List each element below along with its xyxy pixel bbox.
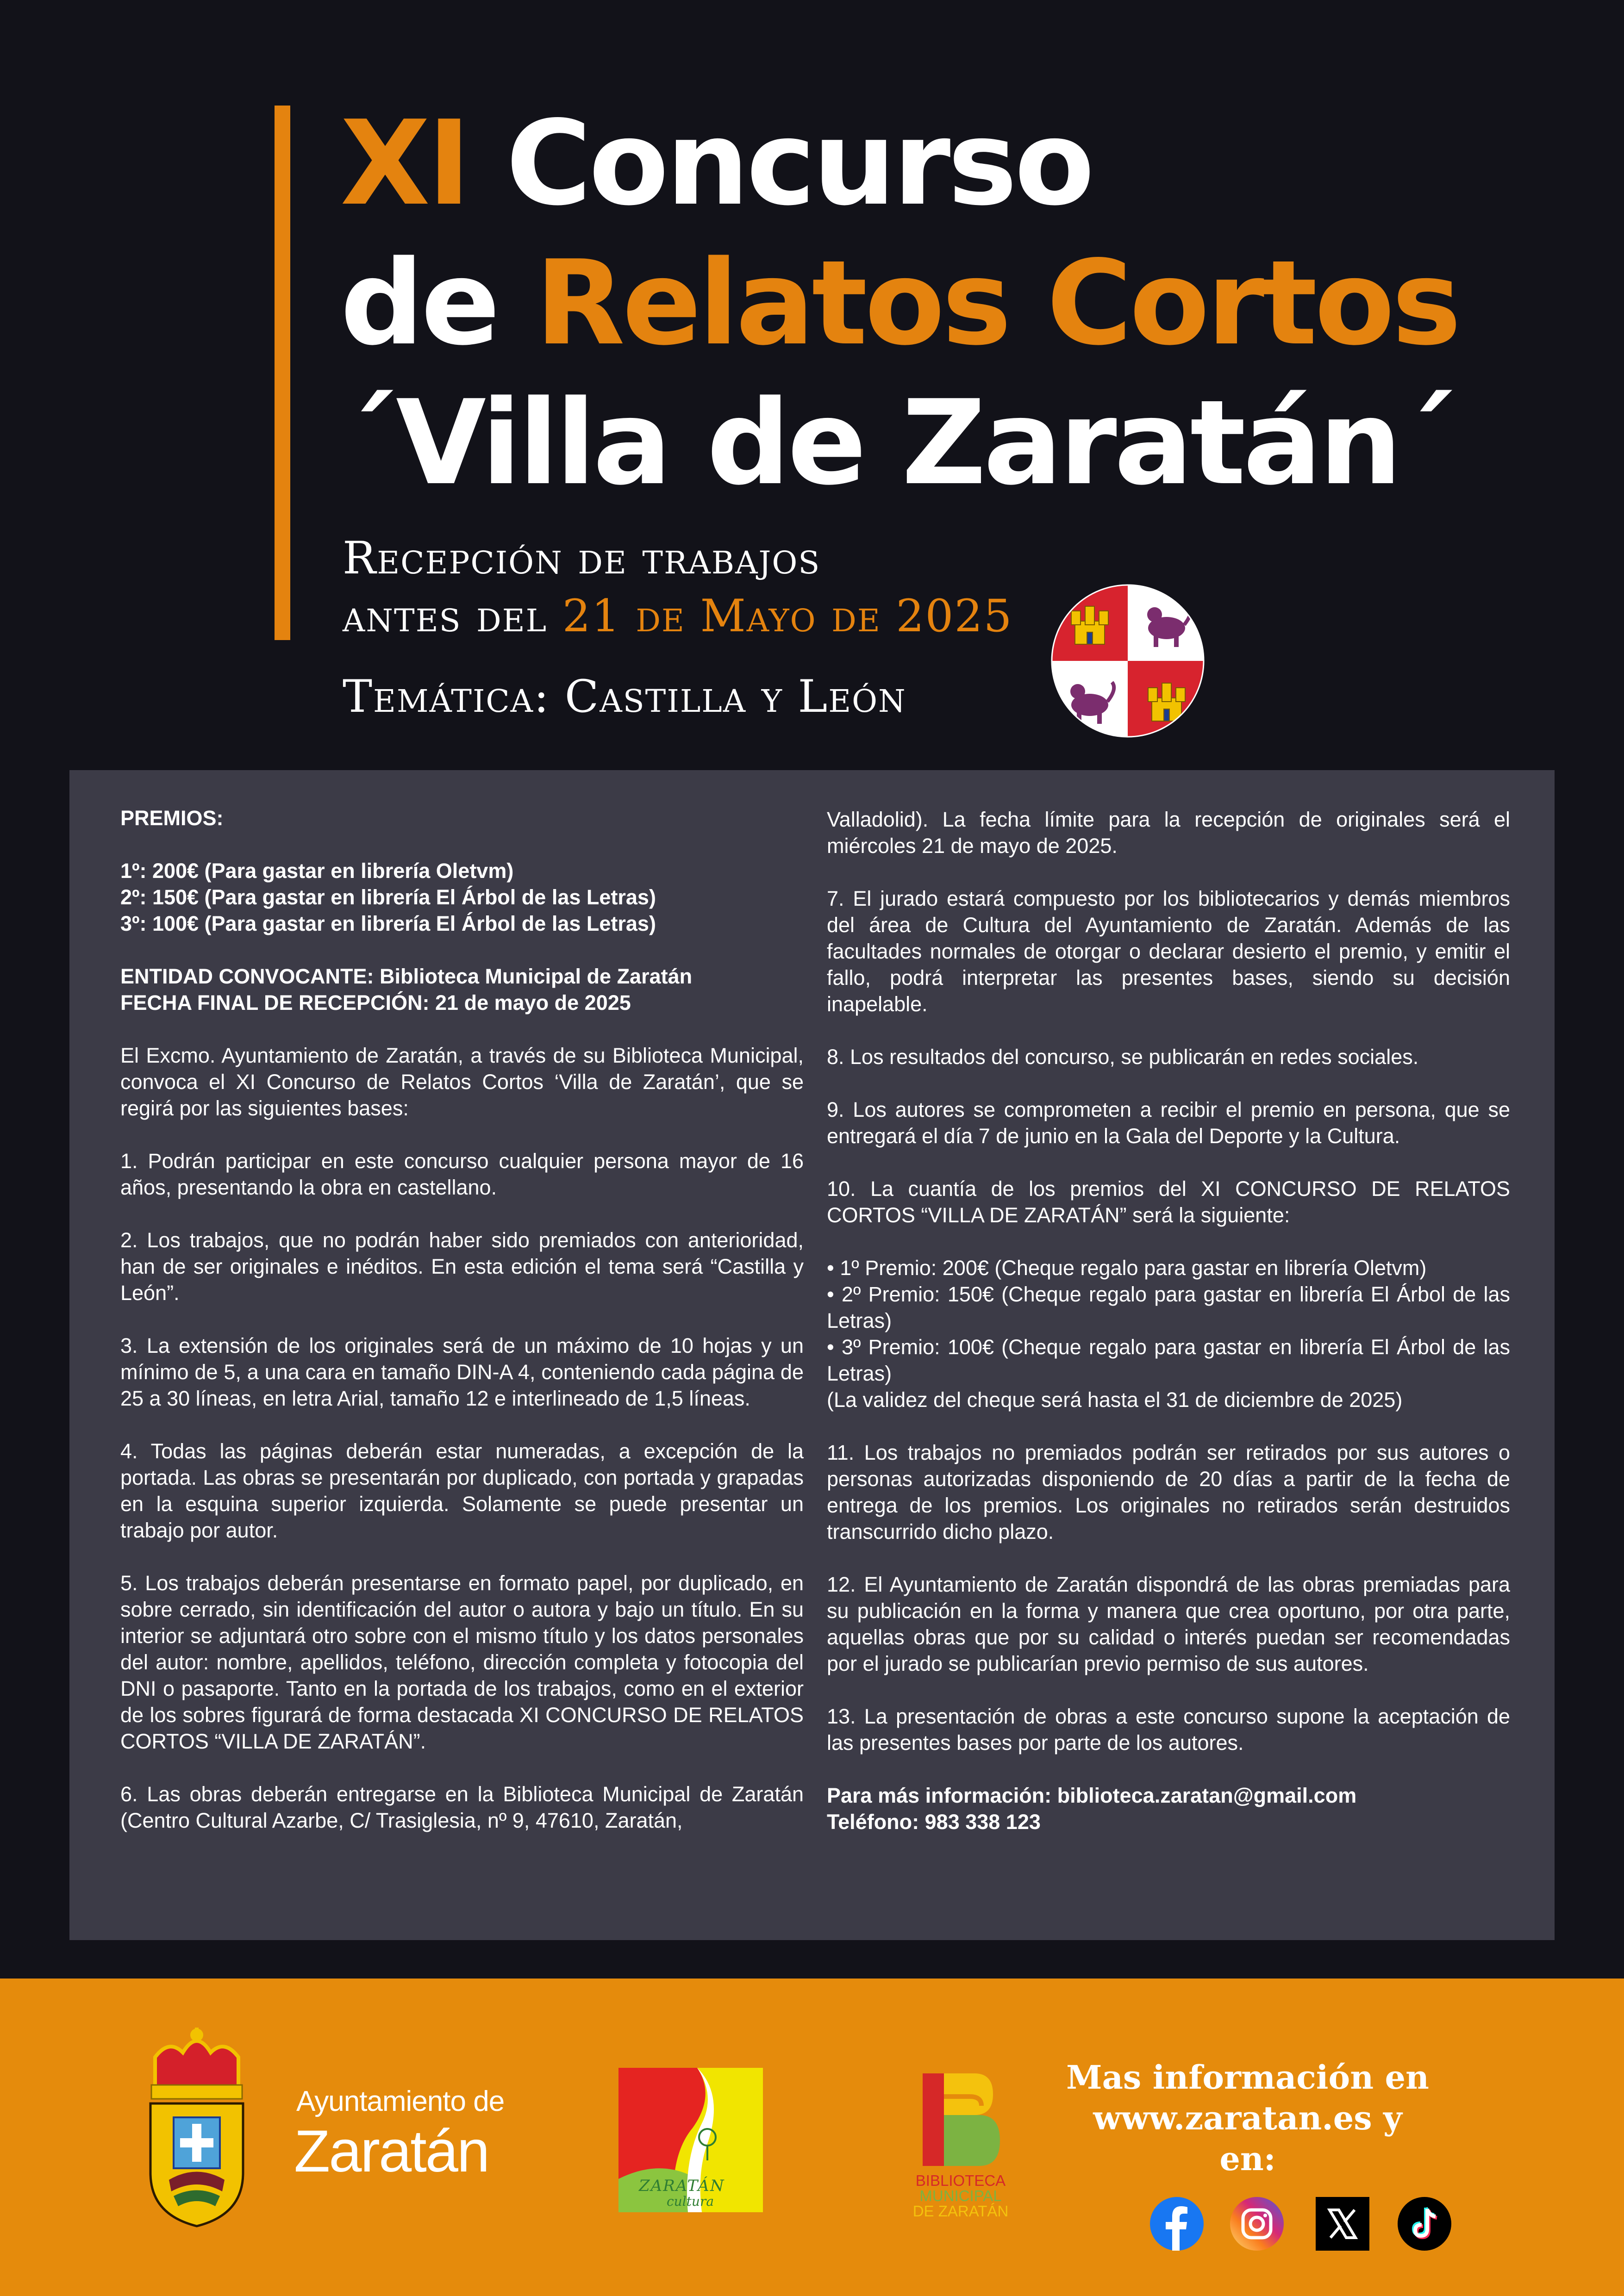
rule-12: 12. El Ayuntamiento de Zaratán dispondrá de las obras premiadas para su publicación en la forma y manera que crea oportuno, por otra parte, aquellas obras que por su calidad o interés puedan ser recomendadas por el jurado se publicarían previo permiso de sus autores. [827, 1573, 1510, 1675]
final-deadline: FECHA FINAL DE RECEPCIÓN: 21 de mayo de 2025 [120, 991, 631, 1014]
zaratan-coat-of-arms-icon [141, 2025, 252, 2228]
more-info-line-1: Mas información en [1066, 2058, 1429, 2097]
x-icon[interactable] [1315, 2196, 1370, 2252]
rule-13: 13. La presentación de obras a este concurso supone la aceptación de las presentes bases por parte de los autores. [827, 1705, 1510, 1755]
prize-validity: (La validez del cheque será hasta el 31 de diciembre de 2025) [827, 1388, 1403, 1412]
prize-detail-third: • 3º Premio: 100€ (Cheque regalo para gastar en librería El Árbol de las Letras) [827, 1335, 1510, 1385]
footer-band [0, 1979, 1624, 2296]
rule-8: 8. Los resultados del concurso, se publicarán en redes sociales. [827, 1045, 1419, 1069]
prize-detail-first: • 1º Premio: 200€ (Cheque regalo para gastar en librería Oletvm) [827, 1256, 1427, 1280]
organizer-block [120, 963, 804, 1016]
cultura-logo-name: ZARATÁN [639, 2177, 725, 2195]
contact-block [827, 1782, 1510, 1835]
rule-10: 10. La cuantía de los premios del XI CONCURSO DE RELATOS CORTOS “VILLA DE ZARATÁN” será la siguiente: [827, 1177, 1510, 1227]
tiktok-icon[interactable] [1397, 2196, 1452, 2252]
prize-detail-second: • 2º Premio: 150€ (Cheque regalo para gastar en librería El Árbol de las Letras) [827, 1282, 1510, 1332]
rule-6-start: 6. Las obras deberán entregarse en la Biblioteca Municipal de Zaratán (Centro Cultural Azarbe, C/ Trasiglesia, nº 9, 47610, Zaratán, [120, 1782, 804, 1832]
prize-details [827, 1255, 1510, 1413]
reception-line-2 [343, 590, 1013, 642]
title-line-1 [340, 96, 1092, 231]
title-edition: XI [340, 96, 468, 231]
title-relatos-cortos: Relatos Cortos [535, 236, 1459, 371]
organizing-entity: ENTIDAD CONVOCANTE: Biblioteca Municipal de Zaratán [120, 964, 693, 988]
prizes-list [120, 858, 804, 937]
rule-5: 5. Los trabajos deberán presentarse en formato papel, por duplicado, en sobre cerrado, sin identificación del autor o autora y bajo un título. En su interior se adjuntará otro sobre con el mismo título y los datos personales del autor: nombre, apellidos, teléfono, dirección completa y fotocopia del DNI o pasaporte. Tanto en la portada de los trabajos, como en el exterior de los sobres figurará de forma destacada XI CONCURSO DE RELATOS CORTOS “VILLA DE ZARATÁN”. [120, 1571, 804, 1753]
rules-column-left [120, 805, 804, 1834]
facebook-icon[interactable] [1149, 2196, 1205, 2252]
municipal-word: MUNICIPAL [919, 2187, 1002, 2204]
contact-email: Para más información: biblioteca.zaratan@gmail.com [827, 1784, 1357, 1807]
rules-panel [69, 770, 1555, 1940]
theme-line: Temática: Castilla y León [343, 671, 906, 722]
rule-1: 1. Podrán participar en este concurso cualquier persona mayor de 16 años, presentando la obra en castellano. [120, 1149, 804, 1199]
prize-third: 3º: 100€ (Para gastar en librería El Árbol de las Letras) [120, 912, 656, 935]
reception-date: 21 de Mayo de 2025 [562, 590, 1013, 642]
prize-second: 2º: 150€ (Para gastar en librería El Árbol de las Letras) [120, 885, 656, 909]
intro-paragraph: El Excmo. Ayuntamiento de Zaratán, a través de su Biblioteca Municipal, convoca el XI Concurso de Relatos Cortos ‘Villa de Zaratán’, que se regirá por las siguientes bases: [120, 1044, 804, 1120]
contact-phone: Teléfono: 983 338 123 [827, 1810, 1041, 1834]
reception-before: antes del [343, 590, 548, 642]
zaratan-wordmark: Zaratán [294, 2118, 489, 2184]
rule-9: 9. Los autores se comprometen a recibir el premio en persona, que se entregará el día 7 de junio en la Gala del Deporte y la Cultura. [827, 1098, 1510, 1148]
title-accent-bar [275, 106, 290, 640]
more-info-website[interactable]: www.zaratan.es y en: [1093, 2099, 1402, 2178]
reception-line-1: Recepción de trabajos [343, 532, 821, 584]
castilla-leon-flag-icon [1051, 584, 1205, 738]
title-line-2 [340, 236, 1459, 371]
prize-first: 1º: 200€ (Para gastar en librería Oletvm) [120, 859, 514, 883]
prizes-heading: PREMIOS: [120, 806, 224, 830]
ayuntamiento-label: Ayuntamiento de [296, 2085, 505, 2117]
biblioteca-word: BIBLIOTECA [915, 2172, 1006, 2189]
rule-4: 4. Todas las páginas deberán estar numeradas, a excepción de la portada. Las obras se presentarán por duplicado, con portada y grapadas en la esquina superior izquierda. Solamente se puede presentar un trabajo por autor. [120, 1439, 804, 1542]
rule-11: 11. Los trabajos no premiados podrán ser retirados por sus autores o personas autorizadas disponiendo de 20 días a partir de la fecha de entrega de los premios. Los originales no retirados serán destruidos transcurrido dicho plazo. [827, 1441, 1510, 1543]
cultura-logo-sub: cultura [667, 2194, 714, 2209]
instagram-icon[interactable] [1229, 2196, 1285, 2252]
rule-3: 3. La extensión de los originales será de un máximo de 10 hojas y un mínimo de 5, a una cara en tamaño DIN-A 4, conteniendo cada página de 25 a 30 líneas, en letra Arial, tamaño 12 e interlineado de 1,5 líneas. [120, 1334, 804, 1410]
rule-6-end: Valladolid). La fecha límite para la recepción de originales será el miércoles 21 de mayo de 2025. [827, 808, 1510, 858]
rule-2: 2. Los trabajos, que no podrán haber sido premiados con anterioridad, han de ser originales e inéditos. En esta edición el tema será “Castilla y León”. [120, 1228, 804, 1305]
more-info [1062, 2057, 1433, 2179]
title-villa: ´Villa de Zaratán´ [340, 375, 1455, 511]
rule-7: 7. El jurado estará compuesto por los bibliotecarios y demás miembros del área de Cultura del Ayuntamiento de Zaratán. Además de las facultades normales de otorgar o declarar desierto el premio, y emitir el fallo, podrá interpretar las presentes bases, siendo su decisión inapelable. [827, 887, 1510, 1016]
title-concurso: Concurso [506, 96, 1092, 231]
biblioteca-logo-icon [914, 2069, 1007, 2171]
title-de: de [340, 236, 498, 371]
de-zaratan-word: DE ZARATÁN [912, 2203, 1009, 2220]
biblioteca-label [905, 2173, 1016, 2219]
rules-column-right [827, 806, 1510, 1835]
